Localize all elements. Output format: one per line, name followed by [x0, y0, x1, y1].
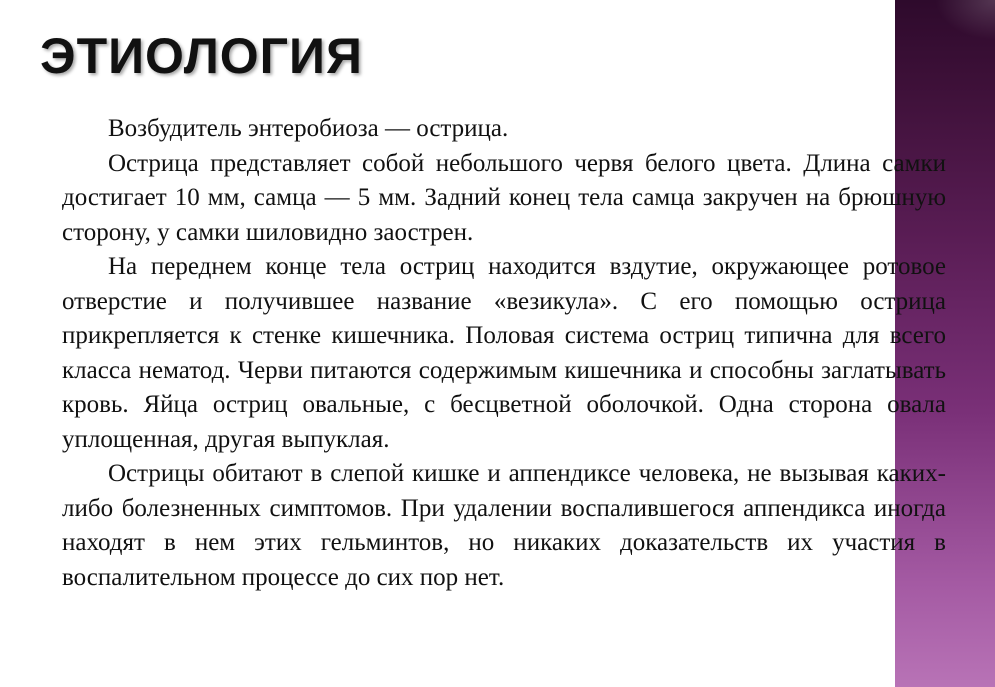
paragraph-anatomy: На переднем конце тела остриц находится вздутие, окружающее ротовое отверстие и получившее название «везикула». С его помощью острица прикрепляется к стенке кишечника. Половая система остриц типична для всего класса нематод. Черви питаются содержимым кишечника и способны заглатывать кровь. Яйца остриц овальные, с бесцветной оболочкой. Одна сторона овала уплощенная, другая выпуклая.: [62, 253, 946, 453]
paragraph-habitat: Острицы обитают в слепой кишке и аппендиксе человека, не вызывая каких-либо болезненных симптомов. При удалении воспалившегося аппендикса иногда находят в нем этих гельминтов, но никаких доказательств их участия в воспалительном процессе до сих пор нет.: [62, 460, 946, 591]
band-highlight: [935, 0, 995, 40]
paragraph-description: Острица представляет собой небольшого червя белого цвета. Длина самки достигает 10 мм, самца — 5 мм. Задний конец тела самца закручен на брюшную сторону, у самки шиловидно заострен.: [62, 149, 946, 246]
slide-body: [62, 112, 946, 595]
paragraph-pathogen: Возбудитель энтеробиоза — острица.: [108, 115, 509, 142]
slide-title: ЭТИОЛОГИЯ: [40, 28, 363, 84]
